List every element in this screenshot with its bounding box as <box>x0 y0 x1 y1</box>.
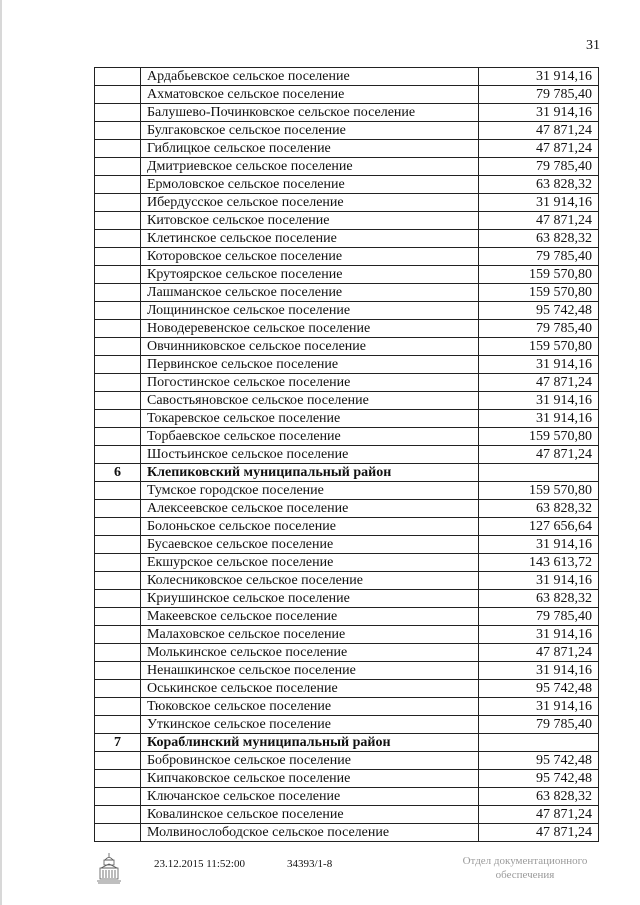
settlement-name: Клепиковский муниципальный район <box>141 464 479 482</box>
allocation-amount: 47 871,24 <box>479 140 599 158</box>
table-row <box>95 266 599 284</box>
settlement-name: Гиблицкое сельское поселение <box>141 140 479 158</box>
row-number <box>95 428 141 446</box>
row-number <box>95 698 141 716</box>
row-number <box>95 572 141 590</box>
settlement-name: Ермоловское сельское поселение <box>141 176 479 194</box>
settlement-name: Оськинское сельское поселение <box>141 680 479 698</box>
table-row <box>95 536 599 554</box>
row-number <box>95 518 141 536</box>
allocation-amount: 47 871,24 <box>479 122 599 140</box>
allocation-amount: 95 742,48 <box>479 752 599 770</box>
settlement-name: Кораблинский муниципальный район <box>141 734 479 752</box>
settlement-name: Погостинское сельское поселение <box>141 374 479 392</box>
settlement-name: Токаревское сельское поселение <box>141 410 479 428</box>
row-number <box>95 626 141 644</box>
settlement-name: Китовское сельское поселение <box>141 212 479 230</box>
row-number <box>95 482 141 500</box>
allocation-amount: 95 742,48 <box>479 302 599 320</box>
footer-document-code: 34393/1-8 <box>287 858 333 870</box>
table-row <box>95 338 599 356</box>
row-number <box>95 770 141 788</box>
table-row <box>95 716 599 734</box>
row-number: 7 <box>95 734 141 752</box>
allocation-amount: 159 570,80 <box>479 428 599 446</box>
row-number <box>95 536 141 554</box>
page-number: 31 <box>586 38 600 53</box>
row-number <box>95 590 141 608</box>
allocation-amount: 31 914,16 <box>479 410 599 428</box>
settlement-name: Дмитриевское сельское поселение <box>141 158 479 176</box>
table-row <box>95 320 599 338</box>
settlement-name: Молвинослободское сельское поселение <box>141 824 479 842</box>
settlement-name: Балушево-Починковское сельское поселение <box>141 104 479 122</box>
allocation-amount: 31 914,16 <box>479 536 599 554</box>
allocation-amount: 47 871,24 <box>479 644 599 662</box>
allocation-amount: 31 914,16 <box>479 626 599 644</box>
table-row <box>95 662 599 680</box>
table-row <box>95 194 599 212</box>
row-number <box>95 356 141 374</box>
department-line-2: обеспечения <box>495 869 555 881</box>
row-number <box>95 338 141 356</box>
settlement-name: Бобровинское сельское поселение <box>141 752 479 770</box>
table-row <box>95 644 599 662</box>
row-number: 6 <box>95 464 141 482</box>
allocation-amount: 79 785,40 <box>479 248 599 266</box>
allocation-amount: 79 785,40 <box>479 86 599 104</box>
row-number <box>95 446 141 464</box>
allocation-amount <box>479 734 599 752</box>
settlement-name: Ковалинское сельское поселение <box>141 806 479 824</box>
row-number <box>95 284 141 302</box>
table-row <box>95 374 599 392</box>
allocation-amount: 63 828,32 <box>479 500 599 518</box>
settlement-name: Которовское сельское поселение <box>141 248 479 266</box>
settlement-name: Новодеревенское сельское поселение <box>141 320 479 338</box>
table-row <box>95 788 599 806</box>
table-row <box>95 752 599 770</box>
allocation-amount: 31 914,16 <box>479 194 599 212</box>
table-row <box>95 500 599 518</box>
row-number <box>95 554 141 572</box>
row-number <box>95 608 141 626</box>
table-row <box>95 158 599 176</box>
allocation-amount: 47 871,24 <box>479 446 599 464</box>
row-number <box>95 68 141 86</box>
settlement-name: Бусаевское сельское поселение <box>141 536 479 554</box>
allocation-amount: 95 742,48 <box>479 680 599 698</box>
allocation-amount: 159 570,80 <box>479 266 599 284</box>
settlement-name: Булгаковское сельское поселение <box>141 122 479 140</box>
table-row <box>95 122 599 140</box>
allocation-amount: 31 914,16 <box>479 662 599 680</box>
allocation-amount: 63 828,32 <box>479 590 599 608</box>
allocation-amount <box>479 464 599 482</box>
allocation-amount: 159 570,80 <box>479 284 599 302</box>
table-row <box>95 176 599 194</box>
settlement-name: Лощининское сельское поселение <box>141 302 479 320</box>
row-number <box>95 248 141 266</box>
settlement-name: Кипчаковское сельское поселение <box>141 770 479 788</box>
settlement-name: Тумское городское поселение <box>141 482 479 500</box>
table-row <box>95 608 599 626</box>
settlement-name: Макеевское сельское поселение <box>141 608 479 626</box>
settlement-name: Савостьяновское сельское поселение <box>141 392 479 410</box>
row-number <box>95 176 141 194</box>
row-number <box>95 644 141 662</box>
row-number <box>95 392 141 410</box>
footer <box>0 852 640 897</box>
settlement-name: Болоньское сельское поселение <box>141 518 479 536</box>
allocation-amount: 47 871,24 <box>479 806 599 824</box>
table-row <box>95 68 599 86</box>
table-row <box>95 140 599 158</box>
allocation-amount: 159 570,80 <box>479 482 599 500</box>
district-row <box>95 734 599 752</box>
row-number <box>95 662 141 680</box>
table-row <box>95 248 599 266</box>
table-row <box>95 770 599 788</box>
row-number <box>95 158 141 176</box>
row-number <box>95 104 141 122</box>
allocation-amount: 79 785,40 <box>479 158 599 176</box>
row-number <box>95 500 141 518</box>
settlement-name: Ахматовское сельское поселение <box>141 86 479 104</box>
table-row <box>95 446 599 464</box>
allocation-amount: 31 914,16 <box>479 698 599 716</box>
table-row <box>95 356 599 374</box>
table-row <box>95 392 599 410</box>
table-row <box>95 410 599 428</box>
allocation-amount: 159 570,80 <box>479 338 599 356</box>
settlement-name: Крутоярское сельское поселение <box>141 266 479 284</box>
settlement-name: Екшурское сельское поселение <box>141 554 479 572</box>
settlement-name: Уткинское сельское поселение <box>141 716 479 734</box>
allocation-amount: 79 785,40 <box>479 320 599 338</box>
district-row <box>95 464 599 482</box>
row-number <box>95 230 141 248</box>
row-number <box>95 752 141 770</box>
row-number <box>95 140 141 158</box>
settlement-name: Ардабьевское сельское поселение <box>141 68 479 86</box>
allocation-amount: 31 914,16 <box>479 104 599 122</box>
table-row <box>95 680 599 698</box>
allocation-amount: 79 785,40 <box>479 608 599 626</box>
allocation-amount: 143 613,72 <box>479 554 599 572</box>
scan-edge <box>0 0 2 905</box>
table-row <box>95 86 599 104</box>
table-row <box>95 590 599 608</box>
row-number <box>95 806 141 824</box>
allocation-amount: 63 828,32 <box>479 230 599 248</box>
table-row <box>95 482 599 500</box>
row-number <box>95 788 141 806</box>
allocation-amount: 47 871,24 <box>479 374 599 392</box>
settlement-name: Ненашкинское сельское поселение <box>141 662 479 680</box>
row-number <box>95 194 141 212</box>
allocation-amount: 31 914,16 <box>479 572 599 590</box>
footer-department-stamp <box>445 854 605 882</box>
settlement-name: Торбаевское сельское поселение <box>141 428 479 446</box>
settlement-name: Ибердусское сельское поселение <box>141 194 479 212</box>
allocation-amount: 47 871,24 <box>479 212 599 230</box>
table-row <box>95 284 599 302</box>
allocation-amount: 79 785,40 <box>479 716 599 734</box>
allocation-amount: 63 828,32 <box>479 176 599 194</box>
table-row <box>95 824 599 842</box>
allocation-amount: 31 914,16 <box>479 356 599 374</box>
row-number <box>95 212 141 230</box>
settlement-name: Клетинское сельское поселение <box>141 230 479 248</box>
department-line-1: Отдел документационного <box>462 855 588 867</box>
row-number <box>95 86 141 104</box>
allocation-amount: 95 742,48 <box>479 770 599 788</box>
row-number <box>95 122 141 140</box>
settlement-name: Ключанское сельское поселение <box>141 788 479 806</box>
settlement-name: Криушинское сельское поселение <box>141 590 479 608</box>
settlement-name: Алексеевское сельское поселение <box>141 500 479 518</box>
table-row <box>95 572 599 590</box>
row-number <box>95 266 141 284</box>
allocation-amount: 127 656,64 <box>479 518 599 536</box>
row-number <box>95 824 141 842</box>
table-row <box>95 806 599 824</box>
table-row <box>95 554 599 572</box>
settlement-name: Молькинское сельское поселение <box>141 644 479 662</box>
footer-datetime: 23.12.2015 11:52:00 <box>154 858 245 870</box>
settlement-name: Колесниковское сельское поселение <box>141 572 479 590</box>
settlement-name: Овчинниковское сельское поселение <box>141 338 479 356</box>
allocation-amount: 31 914,16 <box>479 392 599 410</box>
settlement-name: Первинское сельское поселение <box>141 356 479 374</box>
row-number <box>95 680 141 698</box>
table-row <box>95 212 599 230</box>
building-stamp-icon <box>96 852 122 884</box>
row-number <box>95 716 141 734</box>
table-row <box>95 230 599 248</box>
settlement-name: Малаховское сельское поселение <box>141 626 479 644</box>
allocation-amount: 47 871,24 <box>479 824 599 842</box>
table-row <box>95 518 599 536</box>
table-row <box>95 626 599 644</box>
row-number <box>95 410 141 428</box>
table-row <box>95 104 599 122</box>
table-row <box>95 698 599 716</box>
row-number <box>95 374 141 392</box>
row-number <box>95 320 141 338</box>
table-row <box>95 302 599 320</box>
table-row <box>95 428 599 446</box>
settlement-name: Тюковское сельское поселение <box>141 698 479 716</box>
allocation-table <box>94 67 599 842</box>
allocation-amount: 31 914,16 <box>479 68 599 86</box>
settlement-name: Шостьинское сельское поселение <box>141 446 479 464</box>
allocation-amount: 63 828,32 <box>479 788 599 806</box>
settlement-name: Лашманское сельское поселение <box>141 284 479 302</box>
row-number <box>95 302 141 320</box>
table-body <box>95 68 599 842</box>
